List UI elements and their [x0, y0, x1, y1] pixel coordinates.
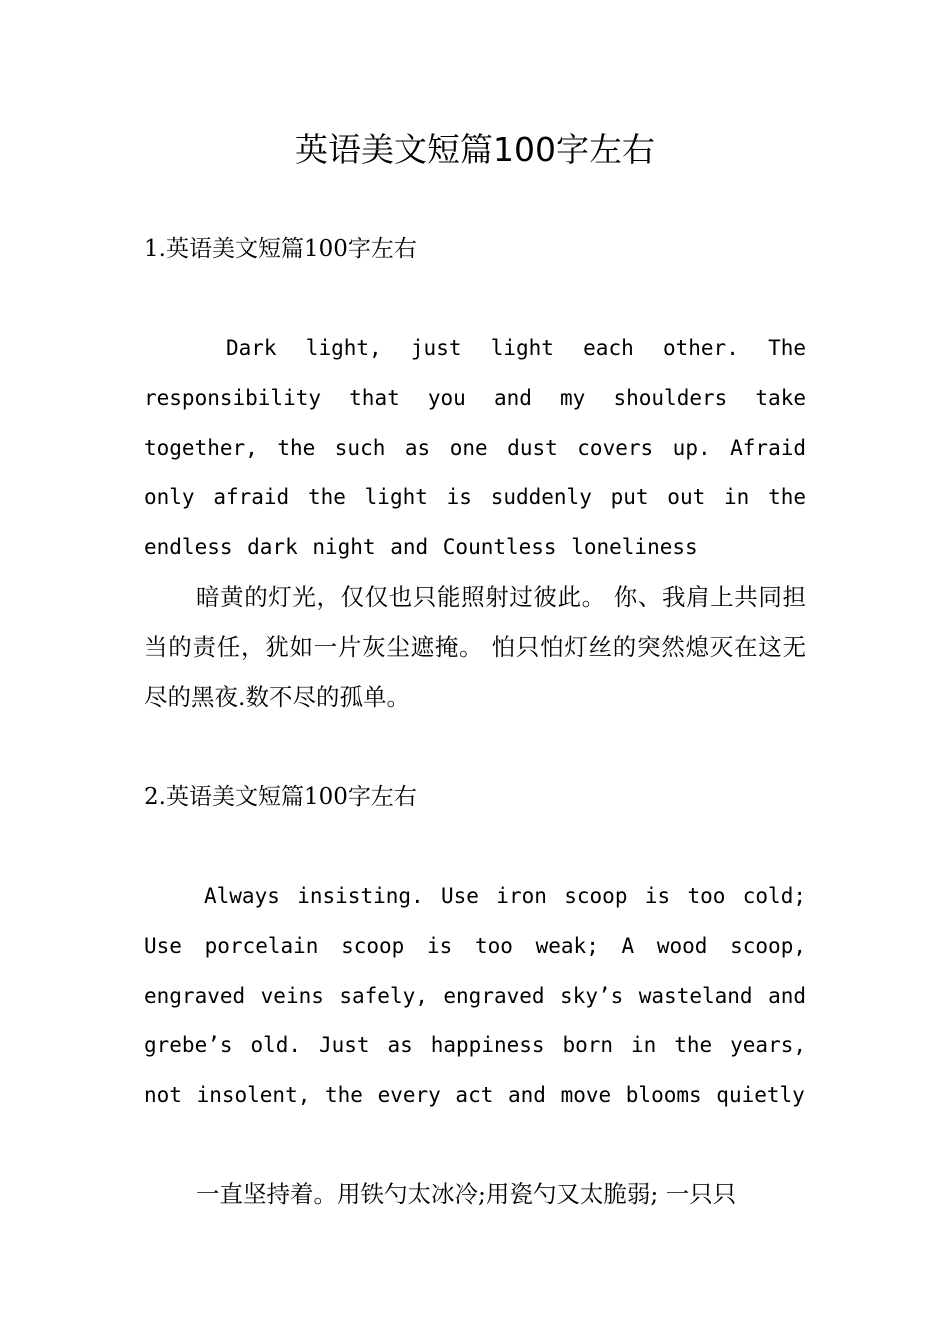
- section-2-english-paragraph: Always insisting. Use iron scoop is too cold; Use porcelain scoop is too weak; A wood scoop, engraved veins safely, engraved sky’s wasteland and grebe’s old. Just as happiness born in the years, not insolent, the every act and move blooms quietly: [144, 884, 806, 1108]
- section-2-chinese-paragraph: 一直坚持着。用铁勺太冰冷;用瓷勺又太脆弱; 一只只: [196, 1180, 737, 1208]
- section-2-heading: 2.英语美文短篇100字左右: [144, 784, 417, 810]
- section-1-english-paragraph: Dark light, just light each other. The responsibility that you and my shoulders take together, the such as one dust covers up. Afraid only afraid the light is suddenly put out in the endless dark night and Countless loneliness: [144, 336, 806, 560]
- document-title: 英语美文短篇100字左右: [295, 130, 655, 169]
- section-1-chinese-paragraph: 暗黄的灯光，仅仅也只能照射过彼此。 你、我肩上共同担当的责任，犹如一片灰尘遮掩。 怕只怕灯丝的突然熄灭在这无尽的黑夜.数不尽的孤单。: [144, 583, 806, 711]
- section-1-heading: 1.英语美文短篇100字左右: [144, 236, 417, 262]
